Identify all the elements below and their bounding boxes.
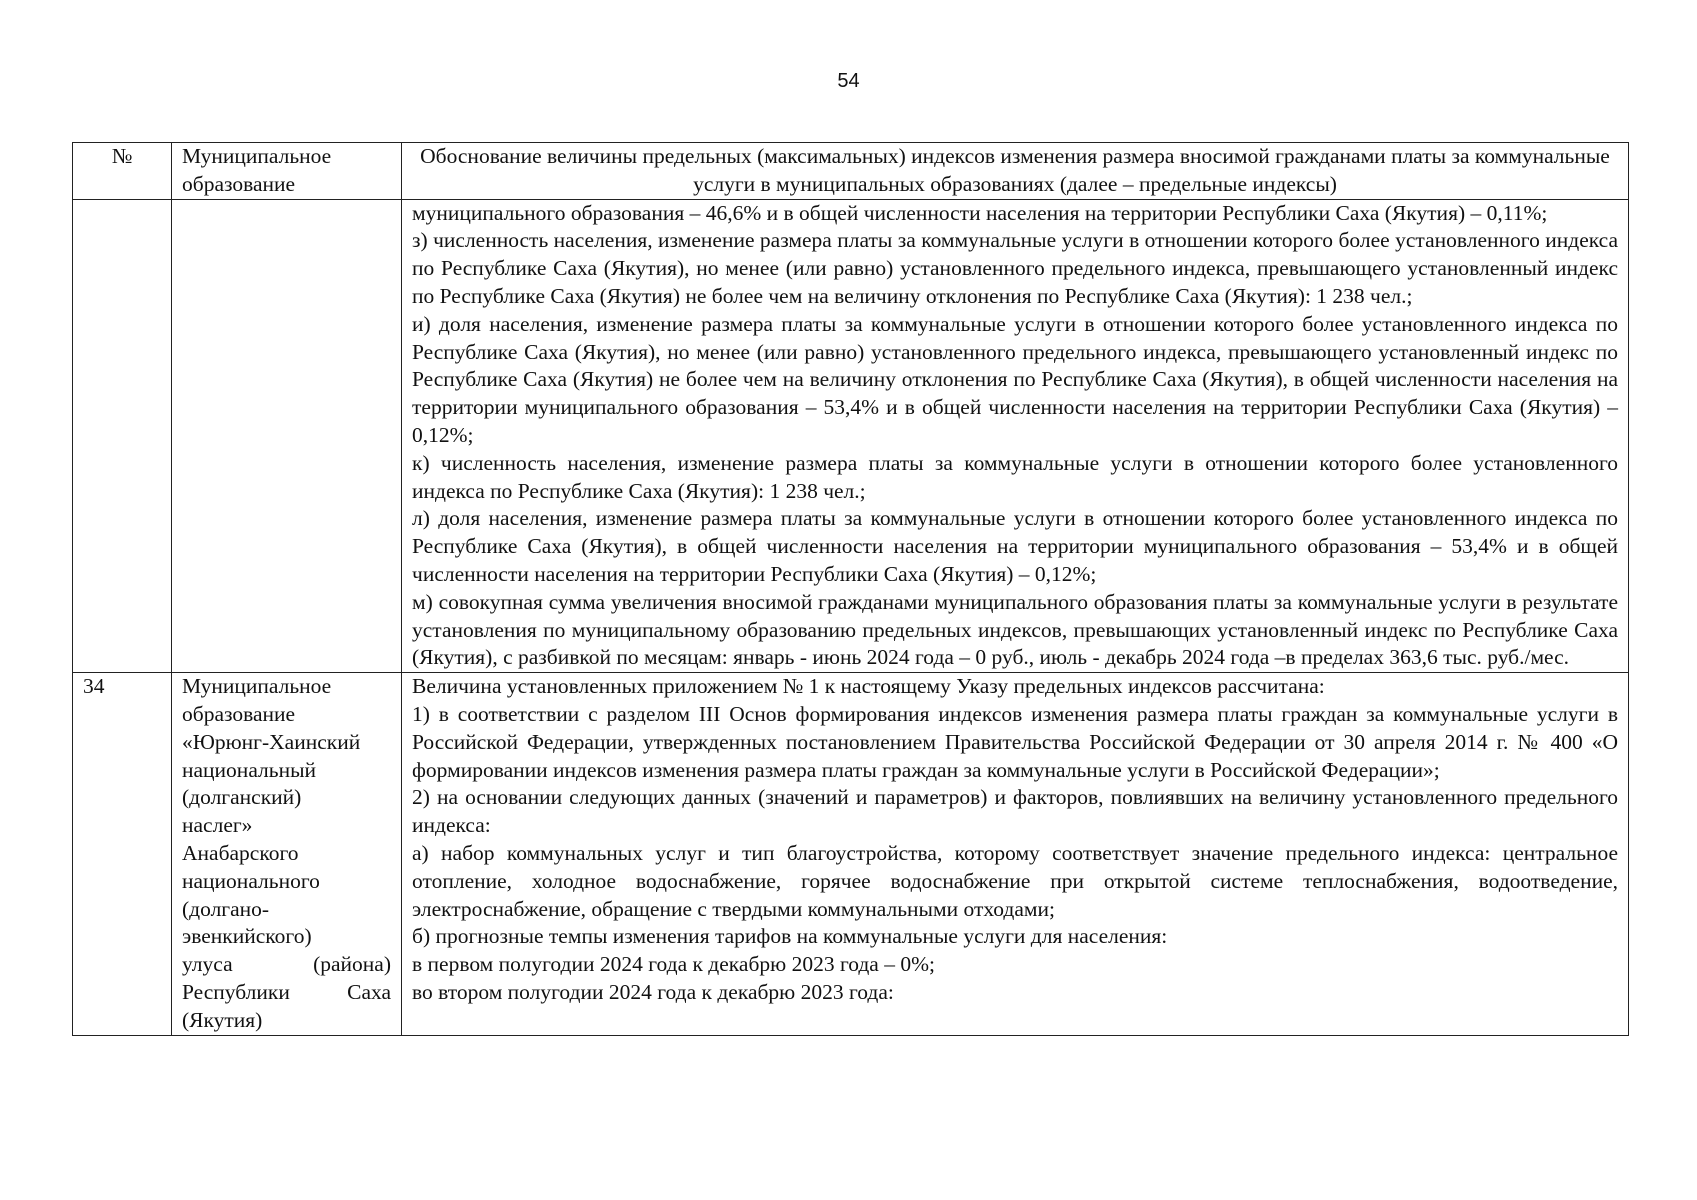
municipality-line: эвенкийского): [182, 924, 312, 949]
municipality-line: Анабарского: [182, 840, 299, 865]
table-header-row: [73, 143, 1629, 200]
justification-table: [72, 142, 1629, 1036]
municipality-line: (долгано-: [182, 896, 270, 921]
header-justification: Обоснование величины предельных (максимальных) индексов изменения размера вносимой гражданами платы за коммунальные услуги в муниципальных образованиях (далее – предельные индексы): [402, 143, 1629, 200]
municipality-line: «Юрюнг-Хаинский: [182, 729, 361, 754]
header-municipality: Муниципальное образование: [172, 143, 402, 200]
table-row: [73, 673, 1629, 1035]
municipality-line: наслег»: [182, 813, 253, 838]
justification-paragraph: 1) в соответствии с разделом III Основ формирования индексов изменения размера платы граждан за коммунальные услуги в Российской Федерации, утвержденных постановлением Правительства Российской Федерации от 30 апреля 2014 г. № 400 «О формировании индексов изменения размера платы граждан за коммунальные услуги в Российской Федерации»;: [412, 701, 1618, 782]
row-municipality-cell: [172, 199, 402, 673]
page-number: 54: [837, 70, 860, 92]
justification-paragraph: во втором полугодии 2024 года к декабрю 2023 года:: [412, 979, 894, 1004]
justification-paragraph: б) прогнозные темпы изменения тарифов на коммунальные услуги для населения:: [412, 924, 1168, 949]
municipality-line: Муниципальное: [182, 674, 332, 699]
municipality-line: улуса (района): [182, 952, 391, 977]
row-no-cell: 34: [73, 673, 172, 1035]
municipality-line: (Якутия): [182, 1007, 263, 1032]
table-row: [73, 199, 1629, 673]
justification-paragraph: и) доля населения, изменение размера платы за коммунальные услуги в отношении которого более установленного индекса по Республике Саха (Якутия), но менее (или равно) установленного предельного индекса, превышающего установленный индекс по Республике Саха (Якутия) не более чем на величину отклонения по Республике Саха (Якутия), в общей численности населения на территории муниципального образования – 53,4% и в общей численности населения на территории Республики Саха (Якутия) – 0,12%;: [412, 311, 1618, 447]
row-justification-cell: [402, 673, 1629, 1035]
municipality-line: (долганский): [182, 785, 302, 810]
justification-paragraph: в первом полугодии 2024 года к декабрю 2023 года – 0%;: [412, 952, 935, 977]
justification-paragraph: л) доля населения, изменение размера платы за коммунальные услуги в отношении которого более установленного индекса по Республике Саха (Якутия), в общей численности населения на территории муниципального образования – 53,4% и в общей численности населения на территории Республики Саха (Якутия) – 0,12%;: [412, 506, 1618, 586]
row-municipality-cell: [172, 673, 402, 1035]
justification-paragraph: а) набор коммунальных услуг и тип благоустройства, которому соответствует значение предельного индекса: центральное отопление, холодное водоснабжение, горячее водоснабжение при открытой системе теплоснабжения, водоотведение, электроснабжение, обращение с твердыми коммунальными отходами;: [412, 840, 1618, 921]
justification-paragraph: з) численность населения, изменение размера платы за коммунальные услуги в отношении которого более установленного индекса по Республике Саха (Якутия), но менее (или равно) установленного предельного индекса, превышающего установленный индекс по Республике Саха (Якутия) не более чем на величину отклонения по Республике Саха (Якутия): 1 238 чел.;: [412, 228, 1618, 308]
municipality-line: образование: [182, 701, 296, 726]
justification-paragraph: муниципального образования – 46,6% и в общей численности населения на территории Республики Саха (Якутия) – 0,11%;: [412, 200, 1548, 225]
justification-paragraph: Величина установленных приложением № 1 к настоящему Указу предельных индексов рассчитана:: [412, 674, 1325, 699]
justification-paragraph: 2) на основании следующих данных (значений и параметров) и факторов, повлиявших на величину установленного предельного индекса:: [412, 785, 1618, 838]
municipality-line: Республики Саха: [182, 979, 391, 1004]
row-no-cell: [73, 199, 172, 673]
municipality-line: национального: [182, 868, 320, 893]
justification-paragraph: м) совокупная сумма увеличения вносимой гражданами муниципального образования платы за коммунальные услуги в результате установления по муниципальному образованию предельных индексов, превышающих установленный индекс по Республике Саха (Якутия), с разбивкой по месяцам: январь - июнь 2024 года – 0 руб., июль - декабрь 2024 года –в пределах 363,6 тыс. руб./мес.: [412, 589, 1618, 670]
justification-paragraph: к) численность населения, изменение размера платы за коммунальные услуги в отношении которого более установленного индекса по Республике Саха (Якутия): 1 238 чел.;: [412, 450, 1618, 503]
row-justification-cell: [402, 199, 1629, 673]
municipality-line: национальный: [182, 757, 317, 782]
header-no: №: [73, 143, 172, 200]
